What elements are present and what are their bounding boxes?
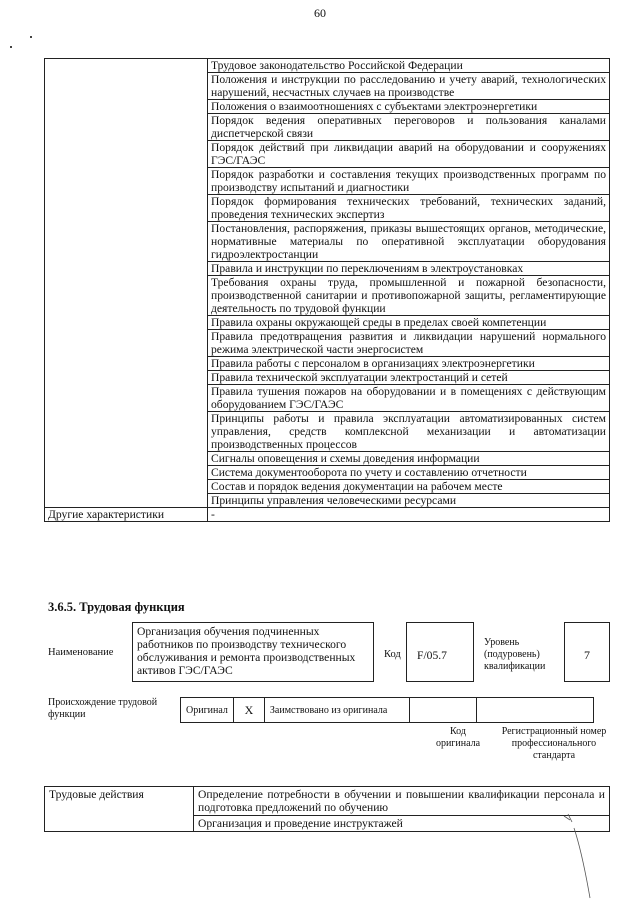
function-origin-table	[180, 697, 594, 723]
other-characteristics-label: Другие характеристики	[45, 508, 208, 522]
function-name-label: Наименование	[48, 647, 114, 658]
requirements-left-cell	[45, 59, 208, 508]
requirement-item: Порядок разработки и составления текущих производственных программ по производству испытаний и диагностики	[208, 168, 610, 195]
qualification-level-label: Уровень (подуровень) квалификации	[484, 637, 546, 672]
requirement-item: Порядок формирования технических требований, технических заданий, проведения технических экспертиз	[208, 195, 610, 222]
original-code-caption: Код оригинала	[435, 726, 481, 749]
requirement-item: Требования охраны труда, промышленной и пожарной безопасности, производственной санитарии и противопожарной защиты, регламентирующие деятельность по трудовой функции	[208, 276, 610, 316]
requirement-item: Правила предотвращения развития и ликвидации нарушений нормального режима электрической части энергосистем	[208, 330, 610, 357]
requirement-item: Состав и порядок ведения документации на рабочем месте	[208, 480, 610, 494]
requirement-item: Система документооборота по учету и составлению отчетности	[208, 466, 610, 480]
original-code-cell	[409, 698, 476, 723]
requirement-item: Порядок действий при ликвидации аварий на оборудовании и сооружениях ГЭС/ГАЭС	[208, 141, 610, 168]
requirement-item: Трудовое законодательство Российской Федерации	[208, 59, 610, 73]
qualification-level-value: 7	[564, 622, 610, 682]
requirement-item: Порядок ведения оперативных переговоров и пользования каналами диспетчерской связи	[208, 114, 610, 141]
actions-table	[44, 786, 610, 832]
requirement-item: Правила работы с персоналом в организациях электроэнергетики	[208, 357, 610, 371]
registration-number-caption: Регистрационный номер профессионального стандарта	[501, 726, 607, 761]
original-mark: X	[233, 698, 264, 723]
other-characteristics-value: -	[208, 508, 610, 522]
requirement-item: Принципы управления человеческими ресурсами	[208, 494, 610, 508]
page-number: 60	[314, 6, 326, 20]
requirement-item: Принципы работы и правила эксплуатации автоматизированных систем управления, средств комплексной механизации и автоматизации производственных процессов	[208, 412, 610, 452]
requirement-item: Правила технической эксплуатации электростанций и сетей	[208, 371, 610, 385]
function-name-value: Организация обучения подчиненных работников по производству технического обслуживания и ремонта производственных активов ГЭС/ГАЭС	[132, 622, 374, 682]
original-label: Оригинал	[181, 698, 234, 723]
function-code-label: Код	[384, 649, 401, 660]
function-code-value: F/05.7	[406, 622, 474, 682]
requirement-item: Правила тушения пожаров на оборудовании и в помещениях с действующим оборудованием ГЭС/ГАЭС	[208, 385, 610, 412]
requirements-table	[44, 58, 610, 522]
requirement-item: Постановления, распоряжения, приказы вышестоящих органов, методические, нормативные материалы по оперативной эксплуатации оборудования гидроэлектростанции	[208, 222, 610, 262]
action-item: Определение потребности в обучении и повышении квалификации персонала и подготовка предложений по обучению	[194, 787, 610, 816]
requirement-item: Правила охраны окружающей среды в пределах своей компетенции	[208, 316, 610, 330]
pen-stroke-mark	[560, 812, 600, 902]
requirement-item: Сигналы оповещения и схемы доведения информации	[208, 452, 610, 466]
section-title: 3.6.5. Трудовая функция	[48, 600, 185, 614]
actions-label: Трудовые действия	[45, 787, 194, 832]
action-item: Организация и проведение инструктажей	[194, 816, 610, 832]
scan-dot	[30, 36, 32, 38]
scan-dot	[10, 46, 12, 48]
borrowed-label: Заимствовано из оригинала	[264, 698, 409, 723]
requirement-item: Правила и инструкции по переключениям в электроустановках	[208, 262, 610, 276]
requirement-item: Положения и инструкции по расследованию и учету аварий, технологических нарушений, несчастных случаев на производстве	[208, 73, 610, 100]
requirement-item: Положения о взаимоотношениях с субъектами электроэнергетики	[208, 100, 610, 114]
function-origin-label: Происхождение трудовой функции	[48, 697, 158, 720]
registration-number-cell	[476, 698, 593, 723]
